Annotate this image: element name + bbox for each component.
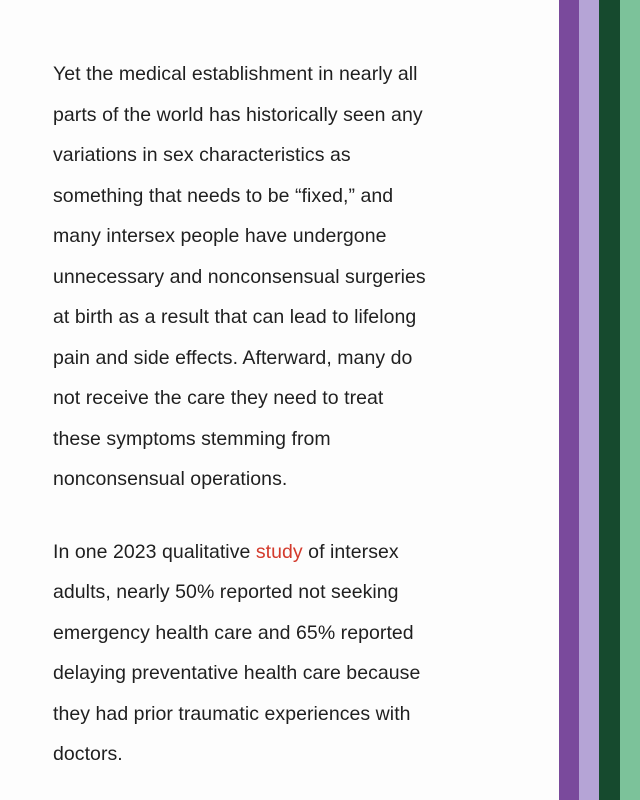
text-line: not receive the care they need to treat bbox=[53, 387, 384, 409]
text-line: adults, nearly 50% reported not seeking bbox=[53, 581, 399, 603]
stripe-purple bbox=[559, 0, 579, 800]
text-line: variations in sex characteristics as bbox=[53, 144, 351, 166]
text-line: Yet the medical establishment in nearly all bbox=[53, 63, 418, 85]
text-segment: of intersex bbox=[302, 540, 399, 563]
paragraph-gap bbox=[53, 500, 533, 532]
text-line: at birth as a result that can lead to lifelong bbox=[53, 306, 417, 328]
paragraph-2 bbox=[53, 532, 533, 775]
stripe-light-green bbox=[620, 0, 640, 800]
text-line: something that needs to be “fixed,” and bbox=[53, 184, 394, 207]
study-link[interactable]: study bbox=[255, 540, 303, 563]
decorative-stripes bbox=[559, 0, 640, 800]
text-line: nonconsensual operations. bbox=[53, 468, 288, 490]
stripe-lavender bbox=[579, 0, 599, 800]
text-segment: In one 2023 qualitative bbox=[53, 540, 256, 563]
text-line bbox=[53, 532, 533, 573]
text-line: they had prior traumatic experiences with bbox=[53, 702, 411, 725]
text-line: parts of the world has historically seen any bbox=[53, 103, 423, 126]
article-body bbox=[53, 54, 533, 775]
text-line: unnecessary and nonconsensual surgeries bbox=[53, 265, 426, 288]
text-line: many intersex people have undergone bbox=[53, 225, 387, 247]
text-line: pain and side effects. Afterward, many do bbox=[53, 346, 413, 369]
stripe-dark-green bbox=[599, 0, 620, 800]
text-line: doctors. bbox=[53, 743, 123, 765]
paragraph-1 bbox=[53, 54, 533, 500]
text-line: these symptoms stemming from bbox=[53, 427, 331, 450]
text-line: emergency health care and 65% reported bbox=[53, 621, 414, 644]
text-line: delaying preventative health care because bbox=[53, 662, 421, 684]
